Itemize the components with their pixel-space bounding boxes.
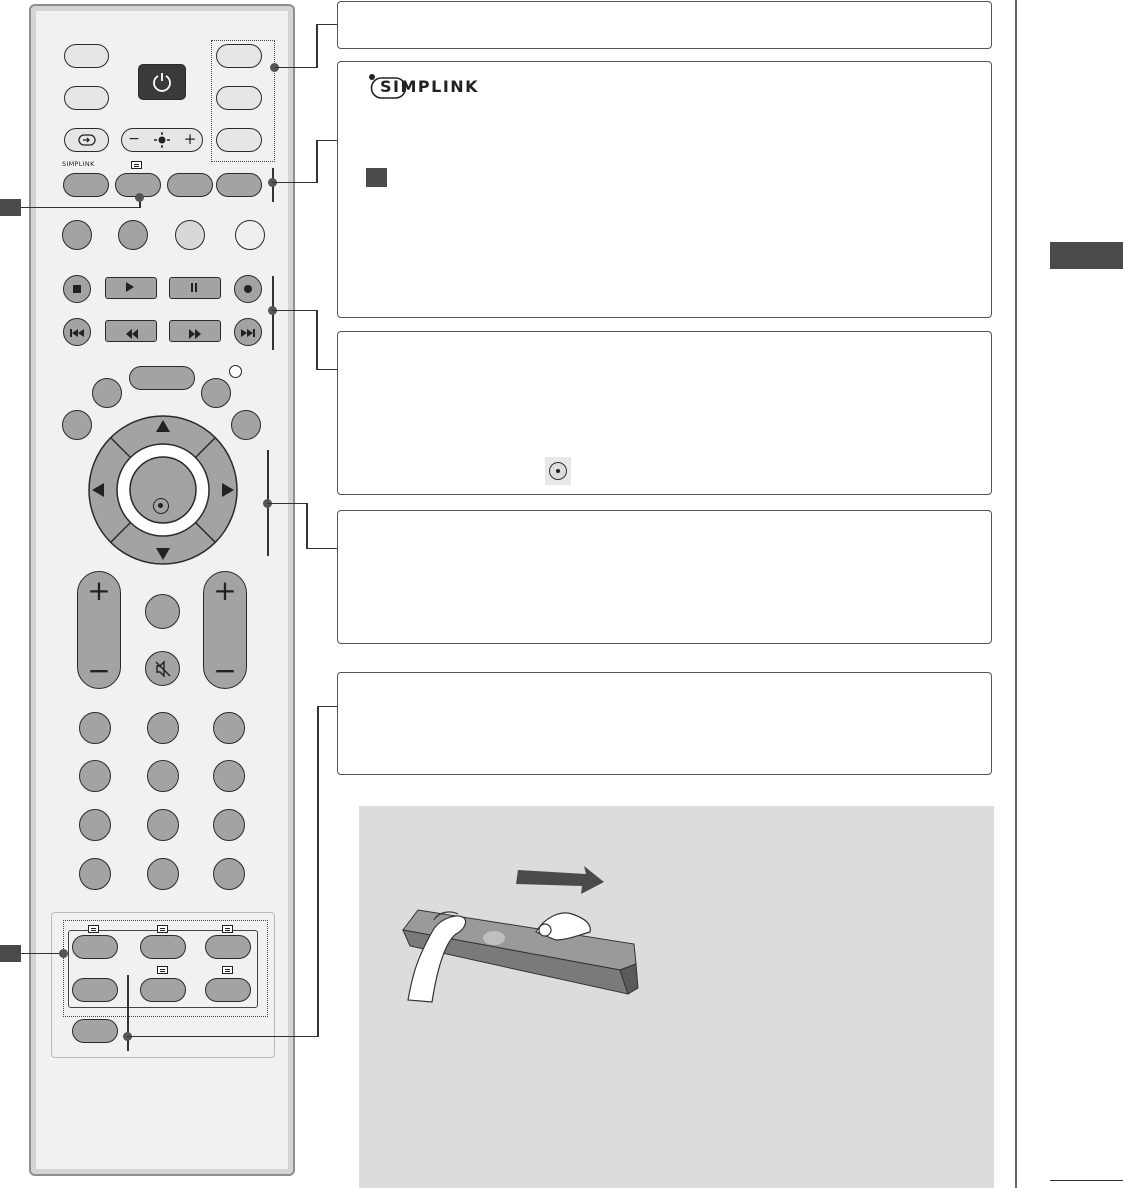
number-button-10[interactable] [79, 858, 111, 890]
leader-line-5a [272, 310, 317, 311]
leader-dot-2 [59, 949, 68, 958]
ok-reference-icon [545, 457, 571, 485]
number-button-5[interactable] [147, 760, 179, 792]
remote-button-top-right-3[interactable] [216, 128, 262, 152]
remote-button-row4-3[interactable] [167, 173, 213, 197]
leader-line-1 [21, 207, 140, 208]
leader-line-4a [272, 182, 317, 183]
brightness-minus: − [128, 131, 140, 147]
remote-button-top-right-2[interactable] [216, 86, 262, 110]
leader-line-5c [316, 369, 338, 370]
leader-line-3c [316, 24, 338, 25]
pause-button[interactable] [169, 277, 221, 299]
teletext-button-6[interactable] [205, 978, 251, 1002]
teletext-icon-5 [222, 966, 233, 974]
menu-icon [131, 161, 142, 169]
leader-line-4c [316, 140, 338, 141]
teletext-icon-3 [222, 925, 233, 933]
number-button-1[interactable] [79, 712, 111, 744]
remote-button-nav-left-upper[interactable] [92, 378, 122, 408]
number-button-12[interactable] [213, 858, 245, 890]
number-button-4[interactable] [79, 760, 111, 792]
volume-plus: + [87, 574, 111, 607]
teletext-icon-4 [157, 966, 168, 974]
program-plus: + [213, 574, 237, 607]
teletext-button-1[interactable] [72, 935, 118, 959]
page-marker-1 [0, 199, 21, 216]
teletext-button-5[interactable] [140, 978, 186, 1002]
remote-button-nav-top[interactable] [129, 366, 195, 390]
small-ring-icon [229, 365, 242, 378]
teletext-button-3[interactable] [205, 935, 251, 959]
leader-line-3a [275, 67, 317, 68]
number-button-11[interactable] [147, 858, 179, 890]
remote-button-row4-4[interactable] [216, 173, 262, 197]
leader-line-7c [317, 706, 338, 707]
number-button-2[interactable] [147, 712, 179, 744]
section-tab [1050, 242, 1123, 269]
input-icon [76, 133, 98, 147]
leader-line-4b [316, 140, 318, 183]
number-button-3[interactable] [213, 712, 245, 744]
page-number-rule [1050, 1180, 1123, 1181]
callout-box-5 [337, 672, 992, 775]
play-icon [126, 282, 134, 292]
volume-minus: − [87, 654, 111, 687]
number-button-7[interactable] [79, 809, 111, 841]
remote-button-top-left-2[interactable] [64, 86, 109, 110]
leader-line-7b [317, 706, 319, 1037]
callout-box-4 [337, 510, 992, 644]
skip-back-icon [68, 326, 86, 338]
leader-line-6c [306, 548, 338, 549]
battery-cover-illustration [398, 860, 648, 1010]
brightness-plus: + [183, 130, 197, 148]
simplink-button[interactable] [63, 173, 109, 197]
teletext-icon-1 [88, 925, 99, 933]
leader-line-5b [316, 310, 318, 370]
page-marker-2 [0, 945, 21, 962]
teletext-button-7[interactable] [72, 1019, 118, 1043]
simplink-logo-text: SIMPLINK [380, 77, 480, 96]
teletext-button-2[interactable] [140, 935, 186, 959]
record-icon [244, 285, 252, 293]
simplink-small-label: SIMPLINK [62, 160, 95, 168]
color-button-4[interactable] [235, 220, 265, 250]
remote-button-nav-right-upper[interactable] [201, 378, 231, 408]
leader-line-6a [267, 503, 307, 504]
stop-icon [73, 285, 81, 293]
mute-icon [153, 659, 173, 679]
leader-dot-1 [135, 193, 144, 202]
skip-forward-icon [239, 326, 257, 338]
callout-box-3 [337, 331, 992, 495]
pause-icon [191, 283, 193, 292]
leader-line-6b [306, 503, 308, 549]
callout-2-marker [366, 168, 387, 187]
brightness-icon [154, 132, 170, 148]
teletext-button-4[interactable] [72, 978, 118, 1002]
color-button-1[interactable] [62, 220, 92, 250]
fast-forward-icon [187, 326, 203, 336]
ok-icon [153, 498, 169, 514]
remote-button-top-right-1[interactable] [216, 44, 262, 68]
color-button-3[interactable] [175, 220, 205, 250]
power-icon [151, 71, 173, 93]
leader-line-7a [127, 1036, 318, 1037]
remote-button-center-round[interactable] [145, 594, 180, 629]
navigation-pad[interactable] [88, 414, 238, 566]
number-button-8[interactable] [147, 809, 179, 841]
number-button-6[interactable] [213, 760, 245, 792]
remote-button-top-left-1[interactable] [64, 44, 109, 68]
program-minus: − [213, 654, 237, 687]
callout-box-1 [337, 1, 992, 49]
rewind-icon [124, 326, 140, 336]
teletext-icon-2 [157, 925, 168, 933]
page-divider-line [1015, 0, 1017, 1188]
leader-line-2 [21, 953, 63, 954]
leader-line-3b [316, 24, 318, 68]
color-button-2[interactable] [118, 220, 148, 250]
number-button-9[interactable] [213, 809, 245, 841]
